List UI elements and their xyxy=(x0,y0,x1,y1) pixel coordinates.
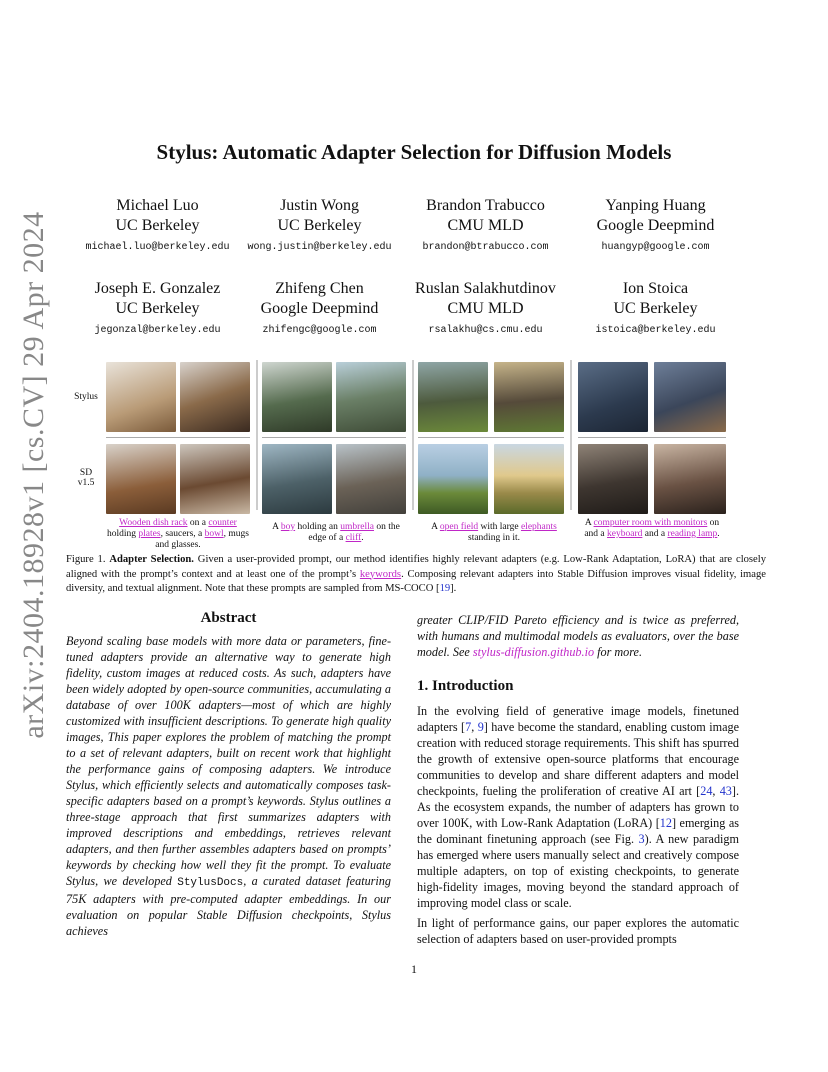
citation-link[interactable]: 9 xyxy=(477,720,484,734)
keyword-link[interactable]: plates xyxy=(138,529,161,539)
divider xyxy=(262,437,406,438)
author xyxy=(568,279,743,336)
image-stylus-dishrack-1 xyxy=(106,362,176,432)
author-name: Joseph E. Gonzalez xyxy=(94,280,221,297)
arxiv-identifier: arXiv:2404.18928v1 [cs.CV] 29 Apr 2024 xyxy=(17,211,50,739)
citation-link[interactable]: 19 xyxy=(439,583,451,594)
right-column xyxy=(417,612,739,951)
figure-prompt: A computer room with monitors on and a keyboard and a reading lamp. xyxy=(584,518,720,539)
citation-link[interactable]: 7 xyxy=(465,720,472,734)
keyword-link[interactable]: keyboard xyxy=(607,529,643,539)
author-email[interactable]: huangyp@google.com xyxy=(601,242,710,253)
author-name: Justin Wong xyxy=(280,197,359,214)
image-sd-dishrack-2 xyxy=(180,444,250,514)
intro-paragraph-2: In light of performance gains, our paper explores the automatic selection of adapters based on user-provided prompts xyxy=(417,916,739,946)
author-name: Yanping Huang xyxy=(605,197,706,214)
image-sd-computer-1 xyxy=(578,444,648,514)
image-stylus-boy-1 xyxy=(262,362,332,432)
keyword-link[interactable]: umbrella xyxy=(340,522,374,532)
divider xyxy=(418,437,564,438)
image-sd-boy-1 xyxy=(262,444,332,514)
abstract-heading: Abstract xyxy=(200,610,257,626)
author-email[interactable]: istoica@berkeley.edu xyxy=(595,325,716,336)
intro-paragraph-1: In the evolving field of generative image models, finetuned adapters [7, 9] have become the standard, enabling custom image creation with reduced storage requirements. This shift has spurred the growth of extensive open-source platforms that encourage communities to develop and share different adapters and model checkpoints, fueling the proliferation of creative AI art [24, 43]. As the ecosystem expands, the number of adapters has grown to over 100K, with Low-Rank Adaptation (LoRA) [12] emerging as the dominant finetuning approach (see Fig. 3). A new paradigm has emerged where users manually select and creatively compose multiple adapters, on top of existing checkpoints, to generate high-fidelity images, moving beyond the standard approach of improving model class or scale. xyxy=(417,704,740,910)
citation-link[interactable]: 43 xyxy=(719,784,732,798)
image-stylus-computer-2 xyxy=(654,362,726,432)
column-separator xyxy=(412,360,414,510)
figure-prompt: Wooden dish rack on a counter holding plates, saucers, a bowl, mugs and glasses. xyxy=(107,518,249,550)
author-email[interactable]: wong.justin@berkeley.edu xyxy=(247,242,392,253)
row-label-stylus: Stylus xyxy=(74,392,98,402)
keyword-link[interactable]: elephants xyxy=(520,522,557,532)
author-affiliation: CMU MLD xyxy=(447,300,524,317)
image-sd-elephants-1 xyxy=(418,444,488,514)
author-affiliation: UC Berkeley xyxy=(613,300,698,317)
author-name: Zhifeng Chen xyxy=(275,280,364,297)
author-email[interactable]: zhifengc@google.com xyxy=(262,325,377,336)
keywords-link[interactable]: keywords xyxy=(359,568,402,580)
image-stylus-boy-2 xyxy=(336,362,406,432)
image-sd-dishrack-1 xyxy=(106,444,176,514)
figure-1 xyxy=(70,360,760,550)
citation-link[interactable]: 24 xyxy=(700,784,713,798)
author xyxy=(232,196,407,253)
image-stylus-computer-1 xyxy=(578,362,648,432)
author xyxy=(70,279,245,336)
author-affiliation: UC Berkeley xyxy=(277,217,362,234)
author xyxy=(70,196,245,253)
figure-caption: Figure 1. Adapter Selection. Given a user-provided prompt, our method identifies highly relevant adapters (e.g. Low-Rank Adaptation, LoRA) that are closely aligned with the prompt’s context and at least one of the prompt’s keywords. Composing relevant adapters into Stable Diffusion improves visual fidelity, image diversity, and textual alignment. Note that these prompts are sampled from MS-COCO [19]. xyxy=(66,554,766,594)
keyword-link[interactable]: counter xyxy=(208,518,237,528)
keyword-link[interactable]: open field xyxy=(439,522,479,532)
author-affiliation: CMU MLD xyxy=(447,217,524,234)
row-label-sd: SD v1.5 xyxy=(77,468,95,488)
image-stylus-elephants-2 xyxy=(494,362,564,432)
author-affiliation: UC Berkeley xyxy=(115,217,200,234)
author-email[interactable]: rsalakhu@cs.cmu.edu xyxy=(428,325,543,336)
abstract-continuation: greater CLIP/FID Pareto efficiency and is twice as preferred, with humans and multimodal models as evaluators, over the base model. See stylus-diffusion.github.io for more. xyxy=(417,613,739,659)
abstract-text: Beyond scaling base models with more data or parameters, fine-tuned adapters provide an alternative way to generate high fidelity, custom images at reduced costs. As such, adapters have been widely adopted by open-source communities, accumulating a database of over 100K adapters—most of which are highly customized with insufficient descriptions. To generate high quality images, This paper explores the problem of matching the prompt to a set of relevant adapters, built on recent work that highlight the performance gains of composing adapters. We introduce Stylus, which efficiently selects and automatically composes task-specific adapters based on a prompt’s keywords. Stylus outlines a three-stage approach that first summarizes adapters with improved descriptions and embeddings, retrieves relevant adapters, and then further assembles adapters based on prompts’ keywords by checking how well they fit the prompt. To evaluate Stylus, we developed StylusDocs, a curated dataset featuring 75K adapters with pre-computed adapter embeddings. In our evaluation on popular Stable Diffusion checkpoints, Stylus achieves xyxy=(66,634,391,938)
column-separator xyxy=(570,360,572,510)
image-sd-computer-2 xyxy=(654,444,726,514)
keyword-link[interactable]: boy xyxy=(280,522,296,532)
column-separator xyxy=(256,360,258,510)
author xyxy=(398,196,573,253)
image-stylus-dishrack-2 xyxy=(180,362,250,432)
project-link[interactable]: stylus-diffusion.github.io xyxy=(472,645,595,659)
left-column xyxy=(66,610,391,939)
keyword-link[interactable]: cliff xyxy=(345,533,362,543)
paper-title: Stylus: Automatic Adapter Selection for Diffusion Models xyxy=(156,140,672,164)
author-affiliation: Google Deepmind xyxy=(596,217,715,234)
author xyxy=(398,279,573,336)
page-number: 1 xyxy=(411,962,417,976)
author xyxy=(568,196,743,253)
citation-link[interactable]: 12 xyxy=(659,816,672,830)
image-sd-boy-2 xyxy=(336,444,406,514)
figure-prompt: A open field with large elephants standing in it. xyxy=(431,522,557,543)
author-email[interactable]: jegonzal@berkeley.edu xyxy=(94,325,221,336)
author-name: Michael Luo xyxy=(116,197,199,214)
author-name: Ruslan Salakhutdinov xyxy=(415,280,556,297)
keyword-link[interactable]: reading lamp xyxy=(667,529,718,539)
author-name: Ion Stoica xyxy=(622,280,689,297)
author-affiliation: Google Deepmind xyxy=(260,300,379,317)
author-name: Brandon Trabucco xyxy=(426,197,545,214)
divider xyxy=(106,437,250,438)
image-stylus-elephants-1 xyxy=(418,362,488,432)
keyword-link[interactable]: computer room with monitors xyxy=(593,518,708,528)
author-affiliation: UC Berkeley xyxy=(115,300,200,317)
section-heading-introduction: 1. Introduction xyxy=(417,678,514,694)
author-email[interactable]: michael.luo@berkeley.edu xyxy=(85,242,230,253)
keyword-link[interactable]: bowl xyxy=(204,529,224,539)
figure-prompt: A boy holding an umbrella on the edge of a cliff. xyxy=(272,522,400,543)
image-sd-elephants-2 xyxy=(494,444,564,514)
figure-reference-link[interactable]: 3 xyxy=(638,832,645,846)
keyword-link[interactable]: Wooden dish rack xyxy=(119,518,188,528)
author-email[interactable]: brandon@btrabucco.com xyxy=(422,242,549,253)
author xyxy=(232,279,407,336)
divider xyxy=(578,437,726,438)
